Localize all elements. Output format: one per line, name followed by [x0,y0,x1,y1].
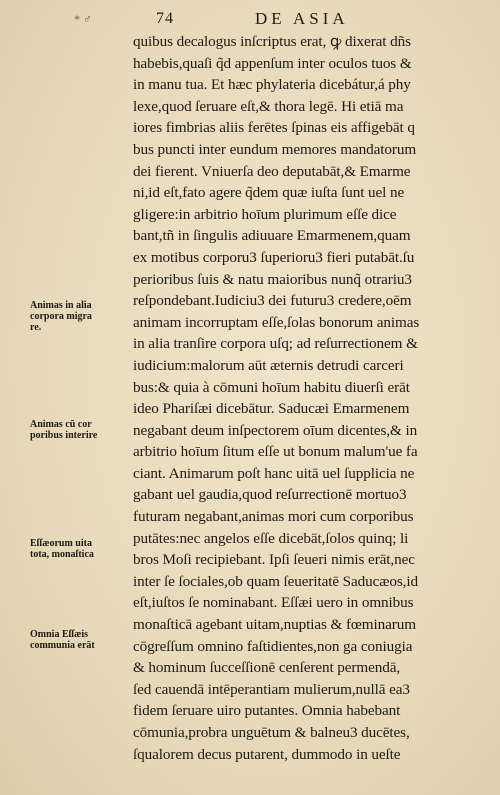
marginal-note [30,629,130,651]
text-line: gligere:in arbitrio hoīum plurimum eſſe dice [133,205,397,223]
marginal-note-line: tota, monaſtica [30,549,94,560]
corner-mark: * ♂ [74,12,92,26]
text-line: ſqualorem decus putarent, dummodo in ueſte [133,745,401,763]
text-line: in manu tua. Et hæc phylateria dicebátur,á phy [133,76,411,94]
text-line: ideo Phariſæi dicebātur. Saducæi Emarmenem [133,400,410,418]
text-line: in alia tranſire corpora uſq; ad reſurrectionem & [133,335,418,353]
text-line: quibus decalogus inſcriptus erat, ꝙ dixerat dñs [133,33,411,50]
marginal-note-line: Eſſæorum uita [30,538,92,549]
text-line: ciant. Animarum poſt hanc uitā uel ſupplicia ne [133,464,415,482]
marginal-note-line: Animas cū cor [30,419,92,430]
marginal-note [30,419,130,441]
marginal-note [30,538,130,560]
text-line: cōgreſſum omnino faſtidientes,non ga coniugia [133,637,413,655]
marginal-note-line: Animas in alia [30,300,92,311]
marginal-note-line: re. [30,322,42,333]
text-line: eſt,iuſtos ſe nominabant. Eſſæi uero in omnibus [133,594,414,612]
text-line: perioribus ſuis & natu maioribus nunq̃ otrariu3 [133,270,412,288]
page-header [70,10,470,32]
text-line: futuram negabant,animas mori cum corporibus [133,508,414,526]
text-line: iores fimbrias aliis ferētes ſpinas eis affigebāt q [133,119,415,137]
text-line: & hominum ſucceſſionē cenſerent permendā, [133,659,401,677]
text-line: habebis,quaſi q̃d appenſum inter oculos tuos & [133,54,412,72]
marginal-note [30,300,130,333]
running-title: DE ASIA [255,9,349,28]
marginal-note-line: corpora migra [30,311,92,322]
marginal-note-line: poribus interire [30,430,98,441]
marginal-note-line: Omnia Eſſæis [30,629,89,640]
text-line: fidem ſeruare uiro putantes. Omnia habebant [133,702,401,720]
text-line: ſed cauendā intēperantiam mulierum,nullā ea3 [133,680,410,698]
text-line: cōmunia,probra unguētum & balneu3 ducētes, [133,724,410,741]
text-line: putātes:nec angelos eſſe dicebāt,ſolos quinq; li [133,529,409,547]
text-line: reſpondebant.Iudiciu3 dei futuru3 credere,oēm [133,292,412,310]
marginal-note-line: communia erāt [30,640,95,651]
text-line: iudicium:malorum aūt æternis detrudi carceri [133,356,404,374]
text-line: lexe,quod ſeruare eſt,& thora legē. Hi etiā ma [133,97,404,115]
text-line: arbitrio hoīum ſitum eſſe ut bonum malum'ue fa [133,443,418,461]
text-line: negabant deum inſpectorem oīum dicentes,& in [133,421,418,439]
text-line: gabant uel gaudia,quod reſurrectionē mortuo3 [133,486,407,504]
text-line: ex motibus corporu3 ſuperioru3 fieri putabāt.ſu [133,248,415,266]
page-number: 74 [156,10,174,27]
text-line: bant,tñ in ſingulis adiuuare Emarmenem,quam [133,227,411,245]
text-line: bus:& quia à cōmuni hoīum habitu diuerſi erāt [133,378,410,396]
text-line: bus puncti inter eundum memores mandatorum [133,140,417,158]
text-line: monaſticā agebant uitam,nuptias & fœminarum [133,616,416,634]
text-line: dei fierent. Vniuerſa deo deputabāt,& Emarme [133,162,411,180]
text-line: animam incorruptam eſſe,ſolas bonorum animas [133,313,420,331]
text-line: inter ſe ſociales,ob quam ſeueritatē Saducæos,id [133,572,418,590]
text-line: ni,id eſt,fato agere q̃dem quæ iuſta ſunt uel ne [133,184,405,202]
text-line: bros Moſi recipiebant. Ipſi ſeueri nimis erāt,nec [133,551,415,569]
main-text-block [133,31,473,765]
